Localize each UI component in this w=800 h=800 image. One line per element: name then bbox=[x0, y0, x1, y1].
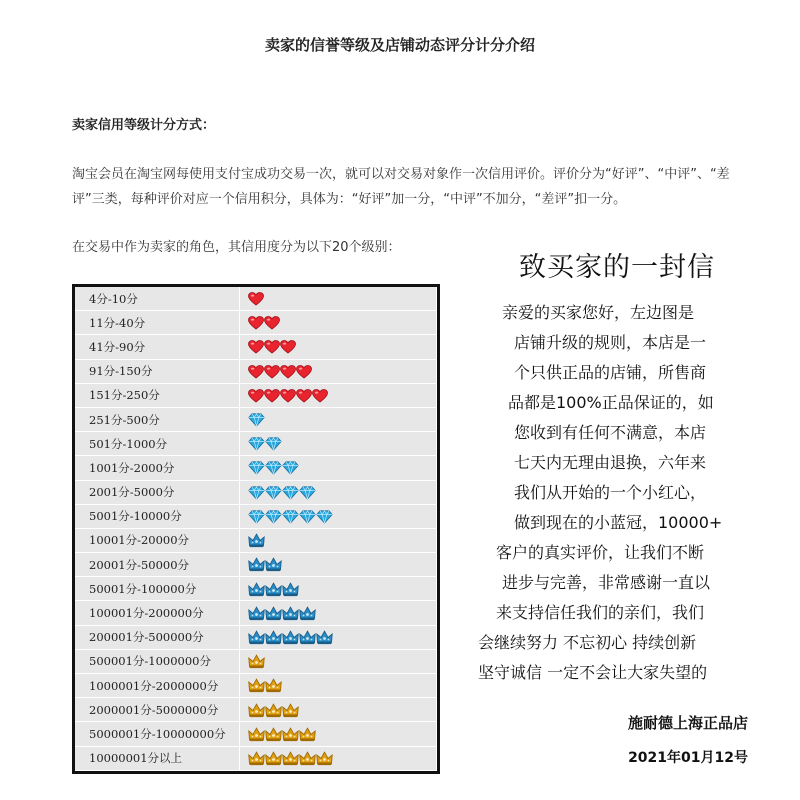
blue-crown-icon bbox=[282, 581, 299, 595]
heart-icon bbox=[248, 315, 264, 329]
level-row bbox=[75, 360, 437, 384]
diamond-icon bbox=[248, 436, 265, 450]
level-icons bbox=[240, 456, 437, 480]
level-row bbox=[75, 408, 437, 432]
level-range: 91分-150分 bbox=[75, 360, 240, 384]
gold-crown-icon bbox=[248, 726, 265, 740]
level-icons bbox=[240, 311, 437, 335]
gold-crown-icon bbox=[248, 654, 265, 668]
diamond-icon bbox=[282, 485, 299, 499]
heart-icon bbox=[248, 339, 264, 353]
blue-crown-icon bbox=[299, 605, 316, 619]
blue-crown-icon bbox=[265, 581, 282, 595]
level-row bbox=[75, 577, 437, 601]
level-row bbox=[75, 311, 437, 335]
level-icons bbox=[240, 577, 437, 601]
level-row bbox=[75, 505, 437, 529]
level-icons bbox=[240, 384, 437, 408]
heart-icon bbox=[248, 364, 264, 378]
letter-line: 来支持信任我们的亲们，我们 bbox=[496, 603, 705, 622]
letter-title: 致买家的一封信 bbox=[519, 252, 715, 283]
gold-crown-icon bbox=[282, 702, 299, 716]
level-icons bbox=[240, 481, 437, 505]
level-range: 1001分-2000分 bbox=[75, 456, 240, 480]
level-range: 10001分-20000分 bbox=[75, 529, 240, 553]
heart-icon bbox=[248, 291, 264, 305]
level-icons bbox=[240, 747, 437, 771]
level-icons bbox=[240, 505, 437, 529]
letter-line: 个只供正品的店铺，所售商 bbox=[514, 363, 707, 382]
levels-intro: 在交易中作为卖家的角色，其信用度分为以下20个级别： bbox=[72, 240, 401, 255]
heart-icon bbox=[296, 364, 312, 378]
level-row bbox=[75, 481, 437, 505]
letter-date: 2021年01月12号 bbox=[628, 750, 748, 766]
level-row bbox=[75, 601, 437, 625]
level-range: 11分-40分 bbox=[75, 311, 240, 335]
level-range: 151分-250分 bbox=[75, 384, 240, 408]
heart-icon bbox=[264, 315, 280, 329]
level-icons bbox=[240, 529, 437, 553]
level-row bbox=[75, 529, 437, 553]
level-row bbox=[75, 456, 437, 480]
letter-line: 客户的真实评价，让我们不断 bbox=[496, 543, 705, 562]
letter-line: 您收到有任何不满意，本店 bbox=[514, 423, 707, 442]
blue-crown-icon bbox=[248, 557, 265, 571]
scoring-explanation: 淘宝会员在淘宝网每使用支付宝成功交易一次，就可以对交易对象作一次信用评价。评价分为“好评”、“中评”、“差评”三类，每种评价对应一个信用积分，具体为：“好评”加一分，“中评”不加分，“差评”扣一分。 bbox=[72, 167, 730, 207]
level-range: 2000001分-5000000分 bbox=[75, 698, 240, 722]
heart-icon bbox=[312, 388, 328, 402]
level-range: 251分-500分 bbox=[75, 408, 240, 432]
level-range: 501分-1000分 bbox=[75, 432, 240, 456]
level-icons bbox=[240, 335, 437, 359]
credit-level-table bbox=[72, 284, 440, 774]
blue-crown-icon bbox=[282, 629, 299, 643]
level-range: 41分-90分 bbox=[75, 335, 240, 359]
level-icons bbox=[240, 698, 437, 722]
heart-icon bbox=[280, 339, 296, 353]
level-range: 20001分-50000分 bbox=[75, 553, 240, 577]
diamond-icon bbox=[316, 509, 333, 523]
gold-crown-icon bbox=[316, 751, 333, 765]
diamond-icon bbox=[282, 509, 299, 523]
blue-crown-icon bbox=[248, 581, 265, 595]
letter-line: 会继续努力 不忘初心 持续创新 bbox=[478, 633, 697, 652]
level-range: 5000001分-10000000分 bbox=[75, 722, 240, 746]
blue-crown-icon bbox=[282, 605, 299, 619]
diamond-icon bbox=[299, 509, 316, 523]
level-icons bbox=[240, 432, 437, 456]
blue-crown-icon bbox=[265, 605, 282, 619]
gold-crown-icon bbox=[265, 702, 282, 716]
level-range: 1000001分-2000000分 bbox=[75, 674, 240, 698]
blue-crown-icon bbox=[316, 629, 333, 643]
level-icons bbox=[240, 601, 437, 625]
gold-crown-icon bbox=[299, 726, 316, 740]
gold-crown-icon bbox=[265, 678, 282, 692]
level-icons bbox=[240, 287, 437, 311]
level-icons bbox=[240, 408, 437, 432]
level-icons bbox=[240, 674, 437, 698]
level-range: 100001分-200000分 bbox=[75, 601, 240, 625]
level-icons bbox=[240, 553, 437, 577]
level-range: 2001分-5000分 bbox=[75, 481, 240, 505]
diamond-icon bbox=[248, 485, 265, 499]
letter-line: 坚守诚信 一定不会让大家失望的 bbox=[478, 663, 708, 682]
gold-crown-icon bbox=[282, 751, 299, 765]
diamond-icon bbox=[282, 460, 299, 474]
letter-line: 我们从开始的一个小红心， bbox=[514, 483, 707, 502]
heart-icon bbox=[264, 388, 280, 402]
diamond-icon bbox=[299, 485, 316, 499]
credit-level-grid bbox=[75, 287, 437, 771]
blue-crown-icon bbox=[299, 629, 316, 643]
level-row bbox=[75, 626, 437, 650]
level-row bbox=[75, 335, 437, 359]
blue-crown-icon bbox=[265, 629, 282, 643]
level-row bbox=[75, 698, 437, 722]
level-range: 5001分-10000分 bbox=[75, 505, 240, 529]
gold-crown-icon bbox=[265, 751, 282, 765]
blue-crown-icon bbox=[248, 629, 265, 643]
gold-crown-icon bbox=[282, 726, 299, 740]
heart-icon bbox=[264, 364, 280, 378]
blue-crown-icon bbox=[265, 557, 282, 571]
diamond-icon bbox=[265, 509, 282, 523]
diamond-icon bbox=[265, 436, 282, 450]
level-range: 4分-10分 bbox=[75, 287, 240, 311]
gold-crown-icon bbox=[248, 678, 265, 692]
letter-line: 亲爱的买家您好，左边图是 bbox=[502, 303, 695, 322]
level-row bbox=[75, 553, 437, 577]
level-row bbox=[75, 722, 437, 746]
heart-icon bbox=[296, 388, 312, 402]
letter-line: 品都是100%正品保证的，如 bbox=[508, 393, 714, 412]
level-row bbox=[75, 747, 437, 771]
diamond-icon bbox=[265, 460, 282, 474]
letter-line: 做到现在的小蓝冠，10000+ bbox=[514, 513, 723, 532]
level-row bbox=[75, 650, 437, 674]
level-icons bbox=[240, 722, 437, 746]
letter-body bbox=[470, 298, 760, 688]
blue-crown-icon bbox=[248, 533, 265, 547]
diamond-icon bbox=[265, 485, 282, 499]
level-row bbox=[75, 287, 437, 311]
level-range: 500001分-1000000分 bbox=[75, 650, 240, 674]
level-row bbox=[75, 674, 437, 698]
heart-icon bbox=[264, 339, 280, 353]
blue-crown-icon bbox=[248, 605, 265, 619]
level-icons bbox=[240, 626, 437, 650]
letter-line: 进步与完善，非常感谢一直以 bbox=[502, 573, 711, 592]
gold-crown-icon bbox=[265, 726, 282, 740]
heart-icon bbox=[280, 388, 296, 402]
heart-icon bbox=[248, 388, 264, 402]
page-title: 卖家的信誉等级及店铺动态评分计分介绍 bbox=[264, 36, 535, 54]
gold-crown-icon bbox=[299, 751, 316, 765]
level-row bbox=[75, 432, 437, 456]
letter-to-buyers bbox=[470, 245, 760, 688]
gold-crown-icon bbox=[248, 751, 265, 765]
gold-crown-icon bbox=[248, 702, 265, 716]
diamond-icon bbox=[248, 412, 265, 426]
level-range: 200001分-500000分 bbox=[75, 626, 240, 650]
level-range: 50001分-100000分 bbox=[75, 577, 240, 601]
heart-icon bbox=[280, 364, 296, 378]
section-heading: 卖家信用等级计分方式： bbox=[72, 118, 216, 133]
level-icons bbox=[240, 360, 437, 384]
store-signature: 施耐德上海正品店 bbox=[627, 714, 748, 732]
level-range: 10000001分以上 bbox=[75, 747, 240, 771]
diamond-icon bbox=[248, 460, 265, 474]
letter-line: 七天内无理由退换，六年来 bbox=[514, 453, 707, 472]
diamond-icon bbox=[248, 509, 265, 523]
level-icons bbox=[240, 650, 437, 674]
letter-line: 店铺升级的规则，本店是一 bbox=[514, 333, 707, 352]
level-row bbox=[75, 384, 437, 408]
